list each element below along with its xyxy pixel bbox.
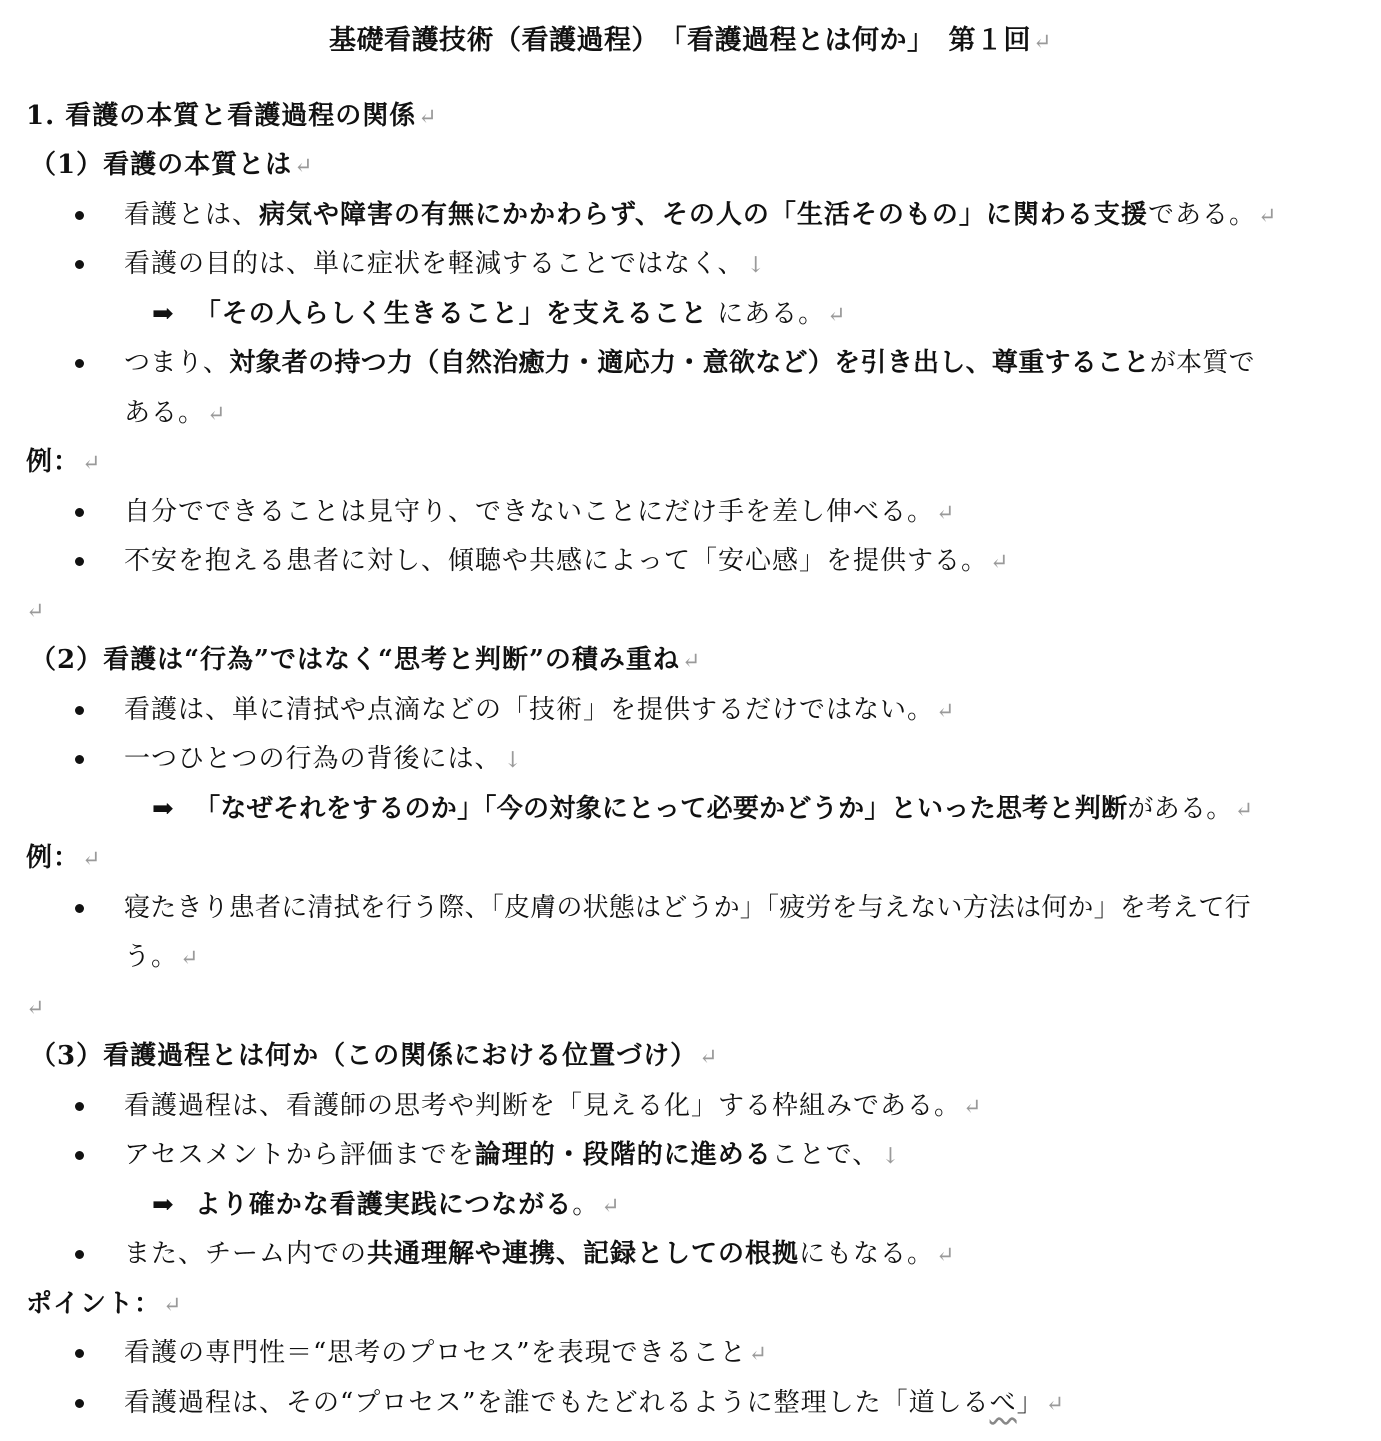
paragraph-mark-icon: ↵	[936, 1243, 956, 1268]
empty-paragraph	[24, 982, 45, 1032]
paragraph-mark-icon: ↵	[82, 451, 102, 476]
bullet-item: また、チーム内での共通理解や連携、記録としての根拠にもなる。↵	[124, 1229, 955, 1279]
example-label: 例：↵	[26, 447, 102, 477]
subsection-heading-2: （2）看護は“行為”ではなく“思考と判断”の積み重ね↵	[30, 645, 702, 675]
bullet-item: 不安を抱える患者に対し、傾聴や共感によって「安心感」を提供する。↵	[124, 536, 1009, 586]
point-label: ポイント：↵	[26, 1289, 183, 1319]
paragraph-mark-icon: ↵	[936, 699, 956, 724]
bullet-item: つまり、対象者の持つ力（自然治癒力・適応力・意欲など）を引き出し、尊重することが本質で	[124, 338, 1255, 388]
paragraph-mark-icon: ↵	[936, 501, 956, 526]
paragraph-mark-icon: ↵	[26, 599, 46, 624]
paragraph-mark-icon: ↵	[963, 1095, 983, 1120]
paragraph-mark-icon: ↵	[418, 105, 438, 130]
paragraph-mark-icon: ↵	[1234, 798, 1254, 823]
bullet-item: 看護過程は、看護師の思考や判断を「見える化」する枠組みである。↵	[124, 1081, 982, 1131]
paragraph-mark-icon: ↵	[601, 1194, 621, 1219]
document-title: 基礎看護技術（看護過程） 「看護過程とは何か」 第１回↵	[329, 25, 1052, 56]
empty-paragraph	[24, 585, 45, 635]
subsection-heading-3: （3）看護過程とは何か（この関係における位置づけ）↵	[30, 1041, 719, 1071]
line-break-icon: ↓	[881, 1144, 901, 1169]
line-break-icon: ↓	[746, 253, 766, 278]
line-break-icon: ↓	[503, 748, 523, 773]
example-label: 例：↵	[26, 843, 102, 873]
paragraph-mark-icon: ↵	[681, 649, 702, 674]
bullet-item: 看護の目的は、単に症状を軽減することではなく、↓	[124, 239, 766, 289]
paragraph-mark-icon: ↵	[1257, 204, 1278, 229]
bullet-item: 看護とは、病気や障害の有無にかかわらず、その人の「生活そのもの」に関わる支援である。↵	[124, 190, 1277, 240]
paragraph-mark-icon: ↵	[163, 1293, 183, 1318]
arrow-line: ➡ より確かな看護実践につながる。↵	[152, 1180, 621, 1230]
right-arrow-icon: ➡	[152, 299, 175, 329]
paragraph-mark-icon: ↵	[1033, 30, 1052, 55]
paragraph-mark-icon: ↵	[827, 303, 847, 328]
right-arrow-icon: ➡	[152, 794, 175, 824]
spellcheck-underline: べ	[989, 1388, 1017, 1418]
paragraph-mark-icon: ↵	[748, 1342, 769, 1367]
bullet-item: 自分でできることは見守り、できないことにだけ手を差し伸べる。↵	[124, 487, 955, 537]
arrow-line: ➡ 「なぜそれをするのか」「今の対象にとって必要かどうか」といった思考と判断がある。↵	[152, 784, 1253, 834]
bullet-item: 看護は、単に清拭や点滴などの「技術」を提供するだけではない。↵	[124, 685, 955, 735]
bullet-item: 一つひとつの行為の背後には、↓	[124, 734, 523, 784]
bullet-continuation: ある。↵	[124, 398, 227, 428]
bullet-item: 寝たきり患者に清拭を行う際、「皮膚の状態はどうか」「疲労を与えない方法は何か」を考えて行	[124, 883, 1251, 933]
bullet-item: アセスメントから評価までを論理的・段階的に進めることで、↓	[124, 1130, 901, 1180]
paragraph-mark-icon: ↵	[180, 946, 200, 971]
bullet-item: 看護の専門性＝“思考のプロセス”を表現できること↵	[124, 1328, 768, 1378]
paragraph-mark-icon: ↵	[82, 847, 102, 872]
bullet-item: 看護過程は、その“プロセス”を誰でもたどれるように整理した「道しるべ」↵	[124, 1378, 1065, 1428]
arrow-line: ➡ 「その人らしく生きること」を支えること にある。↵	[152, 289, 847, 339]
right-arrow-icon: ➡	[152, 1190, 175, 1220]
paragraph-mark-icon: ↵	[699, 1045, 719, 1070]
paragraph-mark-icon: ↵	[1045, 1392, 1066, 1417]
paragraph-mark-icon: ↵	[207, 402, 227, 427]
subsection-heading-1: （1）看護の本質とは↵	[30, 150, 314, 180]
bullet-continuation: う。↵	[124, 942, 200, 972]
paragraph-mark-icon: ↵	[26, 996, 46, 1021]
section-heading: 1. 看護の本質と看護過程の関係↵	[26, 101, 438, 131]
paragraph-mark-icon: ↵	[990, 550, 1010, 575]
paragraph-mark-icon: ↵	[294, 154, 314, 179]
